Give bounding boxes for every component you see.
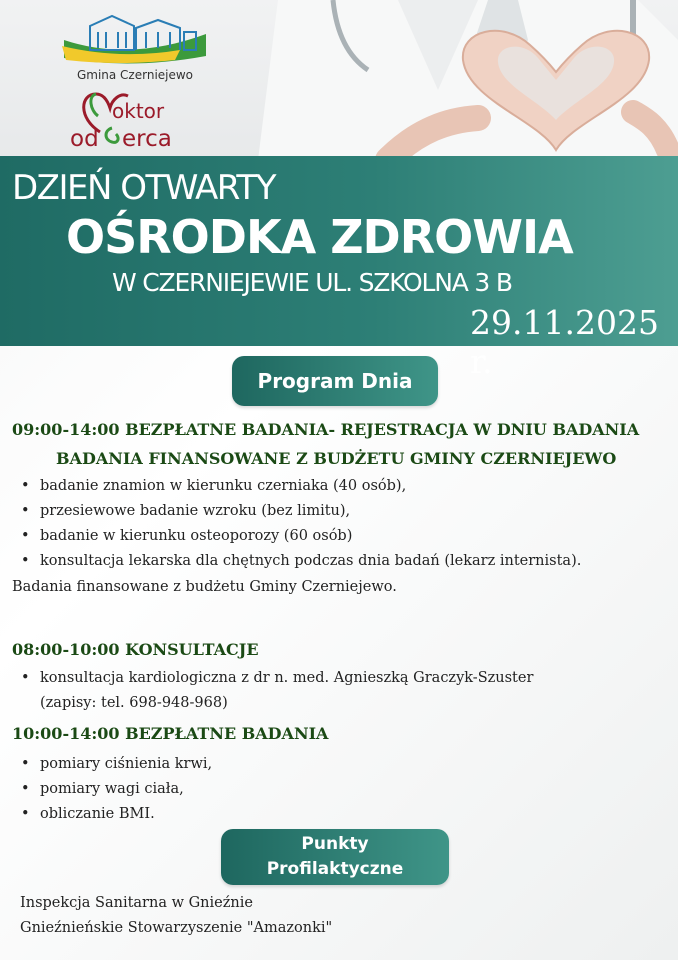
section3-heading: 10:00-14:00 BEZPŁATNE BADANIA <box>12 724 329 743</box>
banner-address: W CZERNIEJEWIE UL. SZKOLNA 3 B <box>112 268 512 297</box>
section1-heading: 09:00-14:00 BEZPŁATNE BADANIA- REJESTRACJA W DNIU BADANIA <box>12 420 640 439</box>
section1-subheading: BADANIA FINANSOWANE Z BUDŻETU GMINY CZERNIEJEWO <box>56 449 617 468</box>
punkty-pill-line2: Profilaktyczne <box>266 859 404 879</box>
heart-hands-illustration <box>238 0 678 160</box>
section2-item: • konsultacja kardiologiczna z dr n. med. Agnieszką Graczyk-Szuster <box>40 670 533 686</box>
gmina-label: Gmina Czerniejewo <box>76 68 194 82</box>
section3-item: • pomiary wagi ciała, <box>40 781 184 797</box>
section1-item: • konsultacja lekarska dla chętnych podczas dnia badań (lekarz internista). <box>40 553 581 569</box>
banner-title: OŚRODKA ZDROWIA <box>66 210 573 264</box>
section3-item: • pomiary ciśnienia krwi, <box>40 756 212 772</box>
punkty-profilaktyczne-header <box>221 829 449 885</box>
logo-serca-right: erca <box>122 126 172 152</box>
section2-item-phone: (zapisy: tel. 698-948-968) <box>40 695 228 711</box>
section1-note: Badania finansowane z budżetu Gminy Czerniejewo. <box>12 579 397 595</box>
punkty-entry: Inspekcja Sanitarna w Gnieźnie <box>20 895 253 911</box>
doktor-od-serca-logo <box>68 88 198 152</box>
section1-item: • badanie w kierunku osteoporozy (60 osób) <box>40 528 352 544</box>
punkty-pill-line1: Punkty <box>301 834 369 854</box>
section3-item: • obliczanie BMI. <box>40 806 155 822</box>
section1-item: • przesiewowe badanie wzroku (bez limitu), <box>40 503 350 519</box>
program-dnia-header: Program Dnia <box>232 356 438 406</box>
banner-line1: DZIEŃ OTWARTY <box>12 168 275 208</box>
section2-heading: 08:00-10:00 KONSULTACJE <box>12 640 259 659</box>
banner-date: 29.11.2025 r. <box>470 303 659 381</box>
logo-doktor-text: oktor <box>112 99 165 123</box>
punkty-entry: Gnieźnieńskie Stowarzyszenie "Amazonki" <box>20 920 333 936</box>
logo-serca-left: od <box>70 126 99 152</box>
gmina-logo-icon <box>60 10 210 66</box>
section1-item: • badanie znamion w kierunku czerniaka (40 osób), <box>40 478 406 494</box>
